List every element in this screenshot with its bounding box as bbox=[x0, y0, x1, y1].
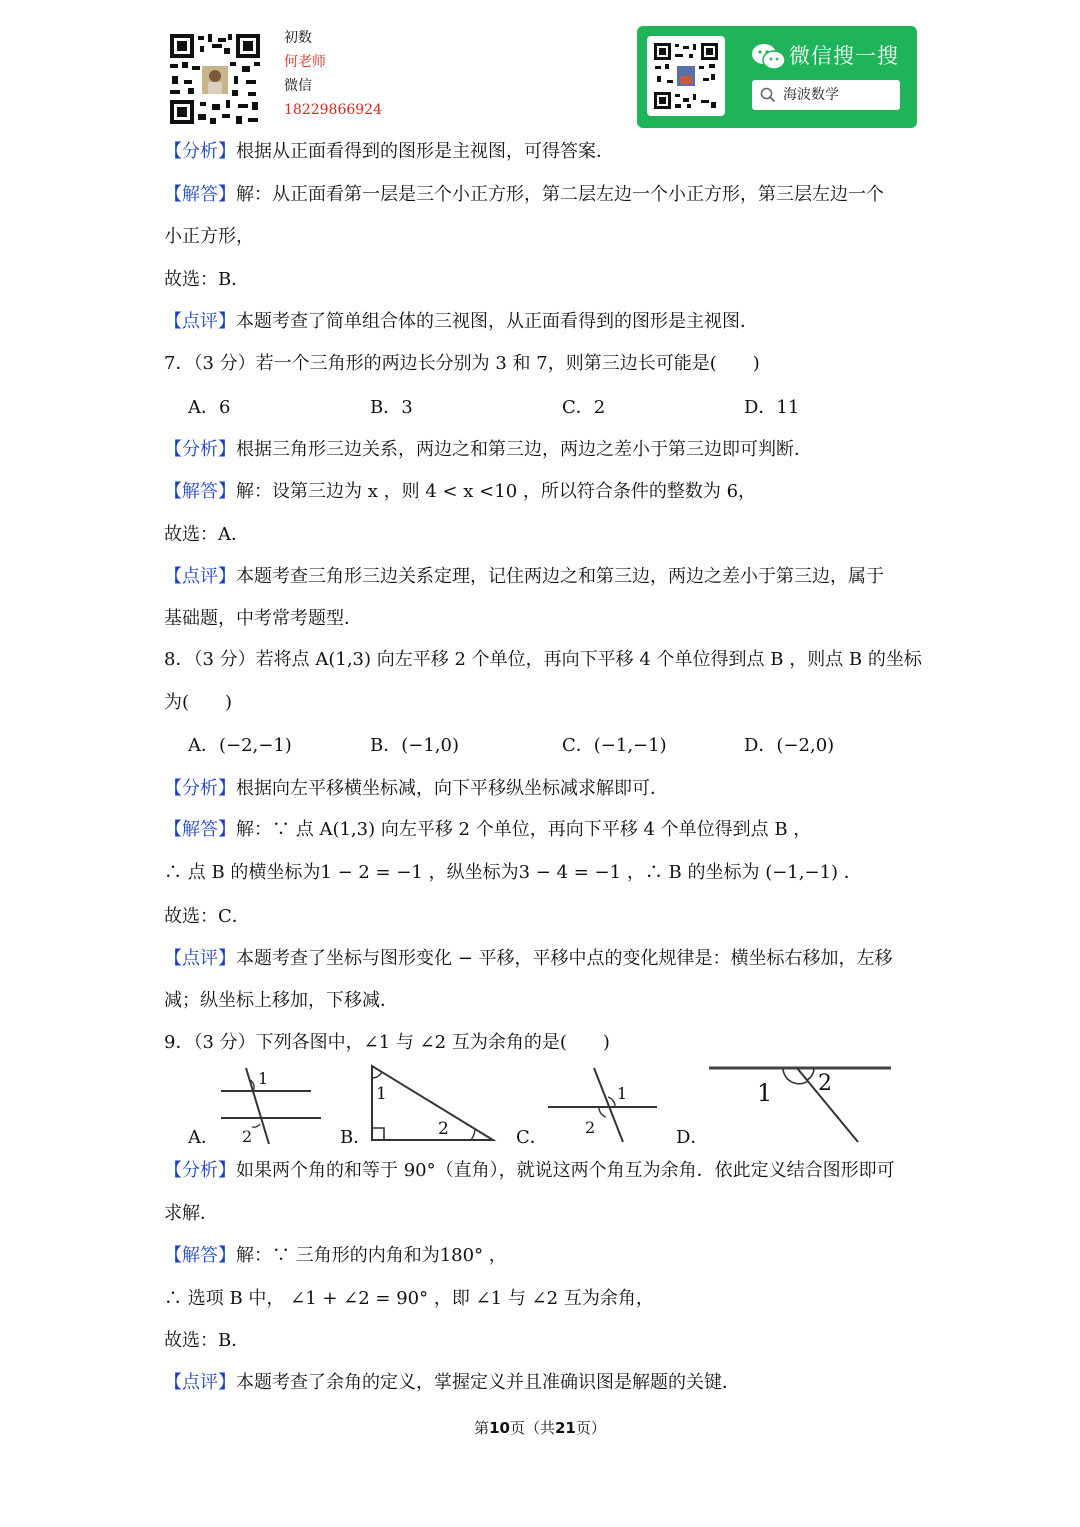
search-box-text: 海波数学 bbox=[783, 87, 839, 103]
q9-option-c-label: C． bbox=[516, 1127, 548, 1148]
q7-option-c: C．2 bbox=[562, 397, 606, 418]
q9-answer-line-1: 【解答】解：∵ 三角形的内角和为180° ， bbox=[164, 1245, 507, 1266]
q8-stem-line-2: 为( ) bbox=[164, 692, 233, 713]
page-footer: 第10页（共21页） bbox=[474, 1419, 606, 1437]
q9-option-a-label: A． bbox=[188, 1127, 219, 1148]
svg-text:1: 1 bbox=[617, 1084, 628, 1103]
q9-figure-d bbox=[705, 1060, 895, 1146]
q9-figure-c bbox=[545, 1064, 660, 1146]
q8-answer-line-2: ∴ 点 B 的横坐标为1 − 2 = −1 ，纵坐标为3 − 4 = −1 ，∴ B 的坐标为 (−1,−1) ． bbox=[164, 862, 862, 883]
wechat-logo-icon bbox=[751, 42, 787, 72]
q9-review: 【点评】本题考查了余角的定义，掌握定义并且准确识图是解题的关键． bbox=[164, 1372, 740, 1393]
q9-stem: 9．（3 分）下列各图中，∠1 与 ∠2 互为余角的是( ) bbox=[164, 1032, 610, 1053]
q8-answer-line-1: 【解答】解：∵ 点 A(1,3) 向左平移 2 个单位，再向下平移 4 个单位得到点 B ， bbox=[164, 819, 812, 840]
q9-option-d-label: D． bbox=[676, 1127, 709, 1148]
q8-option-b: B．(−1,0) bbox=[370, 735, 459, 756]
q7-option-a: A．6 bbox=[188, 397, 231, 418]
q8-choice: 故选：C． bbox=[164, 906, 250, 927]
q9-figure-b bbox=[365, 1062, 500, 1144]
contact-name: 何老师 bbox=[284, 54, 326, 70]
q9-option-b-label: B． bbox=[340, 1127, 372, 1148]
q8-stem-line-1: 8．（3 分）若将点 A(1,3) 向左平移 2 个单位，再向下平移 4 个单位得到点 B ，则点 B 的坐标 bbox=[164, 649, 922, 670]
q6-answer-line-2: 小正方形， bbox=[164, 226, 254, 247]
q8-option-d: D．(−2,0) bbox=[744, 735, 835, 756]
svg-text:1: 1 bbox=[757, 1079, 773, 1107]
svg-text:1: 1 bbox=[258, 1069, 269, 1088]
q8-review-line-2: 减；纵坐标上移加，下移减． bbox=[164, 990, 398, 1011]
wechat-search-title: 微信搜一搜 bbox=[789, 44, 899, 68]
q8-review-line-1: 【点评】本题考查了坐标与图形变化 − 平移，平移中点的变化规律是：横坐标右移加，左移 bbox=[164, 948, 893, 969]
svg-text:2: 2 bbox=[438, 1119, 449, 1139]
page-total: 21 bbox=[555, 1419, 576, 1437]
q9-answer-line-2: ∴ 选项 B 中， ∠1 + ∠2 = 90° ，即 ∠1 与 ∠2 互为余角， bbox=[164, 1288, 654, 1309]
qr-code-right bbox=[653, 42, 719, 110]
q8-option-c: C．(−1,−1) bbox=[562, 735, 667, 756]
wechat-search-banner[interactable] bbox=[637, 26, 917, 128]
q7-option-b: B．3 bbox=[370, 397, 413, 418]
contact-label: 初数 bbox=[284, 30, 312, 46]
q7-analysis: 【分析】根据三角形三边关系，两边之和第三边，两边之差小于第三边即可判断． bbox=[164, 439, 812, 460]
search-box[interactable] bbox=[752, 80, 900, 110]
svg-text:2: 2 bbox=[585, 1118, 596, 1137]
q7-review-line-1: 【点评】本题考查三角形三边关系定理，记住两边之和第三边，两边之差小于第三边，属于 bbox=[164, 566, 884, 587]
contact-phone: 18229866924 bbox=[284, 102, 382, 118]
q7-stem: 7．（3 分）若一个三角形的两边长分别为 3 和 7，则第三边长可能是( ) bbox=[164, 353, 760, 374]
q9-analysis-line-1: 【分析】如果两个角的和等于 90°（直角），就说这两个角互为余角．依此定义结合图形即可 bbox=[164, 1160, 895, 1181]
q6-answer-line-1: 【解答】解：从正面看第一层是三个小正方形，第二层左边一个小正方形，第三层左边一个 bbox=[164, 184, 884, 205]
q7-choice: 故选：A． bbox=[164, 524, 249, 545]
svg-text:1: 1 bbox=[376, 1084, 387, 1104]
q8-option-a: A．(−2,−1) bbox=[188, 735, 292, 756]
search-icon bbox=[760, 87, 776, 103]
q6-review: 【点评】本题考查了简单组合体的三视图，从正面看得到的图形是主视图． bbox=[164, 311, 758, 332]
q9-analysis-line-2: 求解． bbox=[164, 1203, 218, 1224]
q7-option-d: D．11 bbox=[744, 397, 800, 418]
svg-text:2: 2 bbox=[242, 1127, 253, 1146]
q6-analysis: 【分析】根据从正面看得到的图形是主视图，可得答案． bbox=[164, 141, 614, 162]
q9-figure-a bbox=[215, 1064, 325, 1146]
qr-code-left bbox=[168, 32, 262, 126]
contact-wechat-label: 微信 bbox=[284, 78, 312, 94]
q6-choice: 故选：B． bbox=[164, 269, 250, 290]
q8-analysis: 【分析】根据向左平移横坐标减，向下平移纵坐标减求解即可． bbox=[164, 778, 668, 799]
q7-review-line-2: 基础题，中考常考题型． bbox=[164, 608, 362, 629]
q9-choice: 故选：B． bbox=[164, 1330, 250, 1351]
svg-text:2: 2 bbox=[818, 1071, 832, 1096]
page-number: 10 bbox=[489, 1419, 510, 1437]
q7-answer: 【解答】解：设第三边为 x ，则 4 < x <10 ，所以符合条件的整数为 6， bbox=[164, 481, 757, 502]
